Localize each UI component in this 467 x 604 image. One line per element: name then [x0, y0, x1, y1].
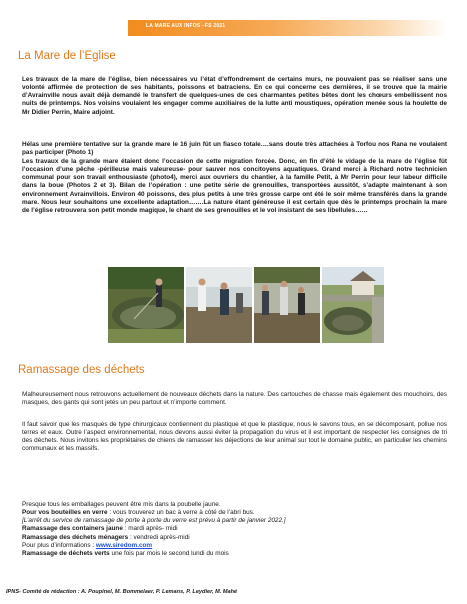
photo-workers-mud: [186, 267, 252, 343]
info-line-verre-label: Pour vos bouteilles en verre: [22, 509, 108, 517]
info-line-verre: [22, 509, 452, 517]
siredom-link[interactable]: www.siredom.com: [95, 541, 153, 549]
info-line-menagers: [22, 534, 452, 542]
dechets-paragraph-1: Malheureusement nous retrouvons actuellement de nouveaux déchets dans la nature. Des cartouches de chasse mais également des mouchoirs, des masques, des gants qui sont jetés un peu partout et n’importe comment.: [22, 391, 447, 407]
info-line-informations: [22, 542, 452, 550]
info-line-verts: [22, 550, 452, 558]
mare-paragraph-3: Les travaux de la grande mare étaient donc l’occasion de cette migration forcée. Donc, en fin d’été le vidage de la mare de l’église fût l’occasion d’une pêche -périlleuse mais valeureuse- pour sauver nos concitoyens aquatiques. Grand merci à Richard notre technicien communal pour son travail enthousiaste (photo4), merci aux ouvriers du chantier, à la famille Petit, à Mr Perrin pour leur labeur difficile dans la boue (Photos 2 et 3). Bilan de l’opération : une petite série de grenouilles, transportées aussitôt, s’adapte maintenant à son environnement Avrainvillois. Environ 40 poissons, des plus petits à une très grosse carpe ont été le soir même transférés dans la grande mare. Nous leur souhaitons une excellente adaptation…….La nature étant généreuse il est certain que dès le printemps prochain la mare de l’église retrouvera son petit monde magique, le chant de ses grenouilles et le vol insistant de ses libellules……: [22, 158, 447, 214]
photo-pond-netting: [108, 267, 184, 343]
info-line-informations-prefix: Pour plus d’informations :: [22, 541, 96, 549]
info-line-menagers-label: Ramassage des déchets ménagers: [22, 533, 129, 541]
info-line-verts-label: Ramassage de déchets verts: [22, 549, 110, 557]
info-line-containers: [22, 525, 452, 533]
section-title-dechets: Ramassage des déchets: [18, 364, 145, 376]
dechets-info-list: [22, 501, 452, 558]
info-line-emballages: Presque tous les emballages peuvent être mis dans la poubelle jaune.: [22, 501, 221, 508]
info-line-verre-text: : vous trouverez un bac à verre à côté de l’abri bus.: [107, 509, 255, 517]
section-title-mare: La Mare de l’Eglise: [18, 50, 116, 62]
info-line-arret-service: [L’arrêt du service de ramassage de porte à porte du verre est prévu à partir de janvier 2022.]: [22, 517, 286, 525]
footer-credits: IPNS- Comité de rédaction : A. Poupinel, M. Bommelaer, P. Lemans, P. Leydier, M. Mahé: [6, 589, 238, 595]
info-line-menagers-text: : vendredi après-midi: [128, 533, 190, 541]
photo-empty-mare: [322, 267, 384, 343]
dechets-paragraph-2: Il faut savoir que les masques de type chirurgicaux contiennent du plastique et que le plastique, nous le savons tous, en se décomposant, pollue nos terres et eaux. Outre l’aspect environnemental, nous devons aussi éviter la propagation du virus et il est important de respecter les consignes de tri des déchets. Nous invitons les propriétaires de chiens de ramasser les déjections de leur animal sur tout le domaine public, en particulier les chemins communaux et les massifs.: [22, 421, 447, 453]
photo-team-pond: [254, 267, 320, 343]
info-line-containers-label: Ramassage des containers jaune: [22, 525, 123, 533]
mare-paragraph-1: Les travaux de la mare de l’église, bien nécessaires vu l’état d’effondrement de certains murs, ne pouvaient pas se réaliser sans une volonté affirmée de protection de ses habitants, poissons et batraciens. En ce qui concerne ces dernières, il se trouve que la mairie d’Avrainville nous avait déjà demandé le transfert de quelques-unes de ces charmantes petites bêtes dont les chœurs embellissent nos nuits de printemps. Nos voisins voulaient les engager comme auxiliaires de la lutte anti moustiques, opération menée sous la houlette de Mr Didier Perrin, Maire adjoint.: [22, 76, 447, 116]
info-line-verts-text: une fois par mois le second lundi du mois: [109, 549, 229, 557]
header-title: LA MARE AUX INFOS –FS 2021: [146, 23, 226, 29]
info-line-containers-text: : mardi après- midi: [122, 525, 178, 533]
mare-paragraph-2: Hélas une première tentative sur la grande mare le 16 juin fût un fiasco totale….sans doute très attachées à Torfou nos Rana ne voulaient pas participer (Photo 1): [22, 141, 447, 157]
